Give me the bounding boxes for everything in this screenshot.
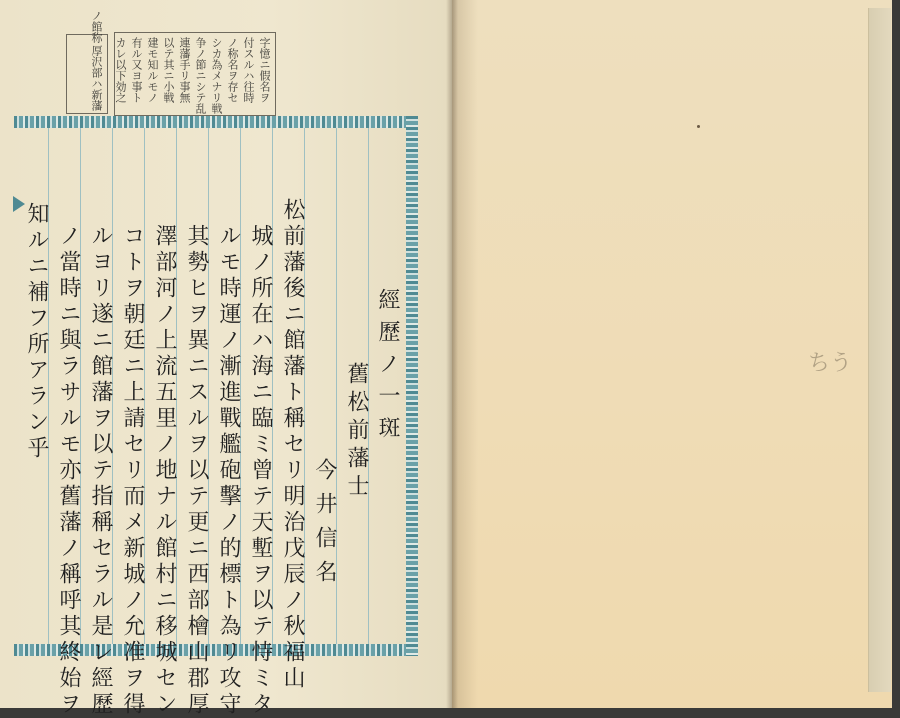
- body-column-8: ノ當時ニ與ラサルモ亦舊藩ノ稱呼其終始ヲ: [56, 224, 81, 718]
- ink-dot: [697, 125, 700, 128]
- note-line: 付スルハ往時: [242, 37, 255, 103]
- body-column-4: 其勢ヒヲ異ニスルヲ以テ更ニ西部檜山郡厚: [184, 224, 209, 718]
- frame-border-top: [14, 116, 418, 128]
- text-frame: [14, 116, 418, 718]
- body-column-1: 松前藩後ニ館藩ト稱セリ明治戊辰ノ秋福山: [280, 198, 305, 692]
- note-line: シカ為メナリ戦: [210, 37, 223, 114]
- margin-note-right-box: [114, 32, 276, 116]
- margin-note-left-box: [66, 10, 108, 114]
- margin-note-left-text: [90, 10, 103, 111]
- body-column-9: 知ルニ補フ所アラン乎: [24, 202, 49, 462]
- right-page-mark: ちう: [808, 351, 853, 376]
- note-line: 有ル又ヨ事ト: [130, 37, 143, 103]
- body-column-5: 澤部河ノ上流五里ノ地ナル館村ニ移城セン: [152, 224, 177, 718]
- note-line: 建モ知ルモノ: [146, 37, 159, 103]
- body-column-2: 城ノ所在ハ海ニ臨ミ曾テ天塹ヲ以テ恃ミタ: [248, 224, 273, 718]
- note-line: 連藩手リ事無: [178, 37, 191, 103]
- note-line: ノ館称: [90, 10, 103, 43]
- note-line: カレ以下効之: [114, 37, 127, 103]
- margin-note-right-text: [114, 37, 271, 113]
- body-column-6: コトヲ朝廷ニ上請セリ而メ新城ノ允准ヲ得: [120, 224, 145, 718]
- note-line: ノ称名ヲ存セ: [226, 37, 239, 103]
- author-affiliation: 舊松前藩士: [344, 362, 369, 502]
- frame-border-right: [406, 116, 418, 656]
- page-edge-strip: [868, 8, 891, 692]
- note-line: 以テ其ニ小戦: [162, 37, 175, 103]
- note-line: 字憶ニ假名ヲ: [258, 37, 271, 103]
- body-column-7: ルヨリ遂ニ館藩ヲ以テ指稱セラル是レ經歷: [88, 224, 113, 718]
- note-line: 厚沢部ハ新藩: [90, 45, 103, 111]
- book-spine: [446, 0, 458, 708]
- author-name: 今井信名: [312, 458, 337, 594]
- body-column-3: ルモ時運ノ漸進戰艦砲擊ノ的標ト為リ攻守: [216, 224, 241, 718]
- note-line: 争ノ節ニシテ乱: [194, 37, 207, 114]
- document-title: 經歷ノ一斑: [375, 288, 400, 448]
